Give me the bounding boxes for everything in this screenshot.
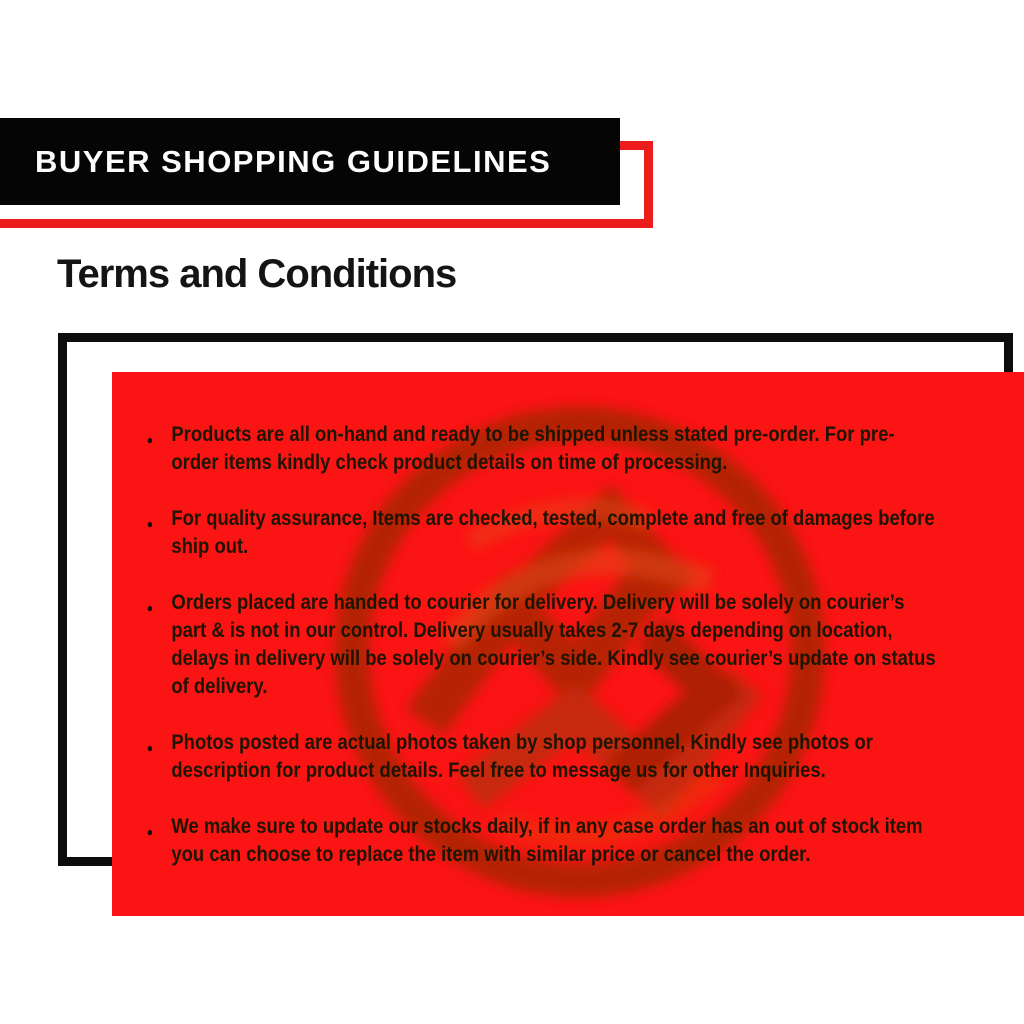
terms-item-stocks — [145, 813, 936, 869]
section-title: Terms and Conditions — [57, 252, 457, 296]
terms-item-photos — [145, 729, 936, 785]
terms-item-text: Orders placed are handed to courier for delivery. Delivery will be solely on courier’s part & is not in our control. Delivery usually takes 2-7 days depending on location, delays in delivery will be solely on courier’s side. Kindly see courier’s update on status of delivery. — [171, 591, 936, 698]
bullet-icon: ● — [146, 433, 154, 447]
terms-item-delivery — [145, 589, 936, 701]
terms-list — [145, 421, 936, 897]
bullet-icon: ● — [146, 517, 154, 531]
banner-title: BUYER SHOPPING GUIDELINES — [35, 143, 552, 179]
terms-item-text: Photos posted are actual photos taken by shop personnel, Kindly see photos or description for product details. Feel free to message us for other Inquiries. — [171, 731, 873, 782]
bullet-icon: ● — [146, 825, 154, 839]
banner — [0, 118, 620, 205]
terms-item-products — [145, 421, 936, 477]
terms-item-text: Products are all on-hand and ready to be shipped unless stated pre-order. For pre-order items kindly check product details on time of processing. — [171, 423, 895, 474]
terms-item-quality — [145, 505, 936, 561]
terms-item-text: We make sure to update our stocks daily, if in any case order has an out of stock item you can choose to replace the item with similar price or cancel the order. — [171, 815, 923, 866]
bullet-icon: ● — [146, 741, 154, 755]
terms-panel — [112, 372, 1024, 916]
bullet-icon: ● — [146, 601, 154, 615]
terms-item-text: For quality assurance, Items are checked, tested, complete and free of damages before ship out. — [171, 507, 935, 558]
